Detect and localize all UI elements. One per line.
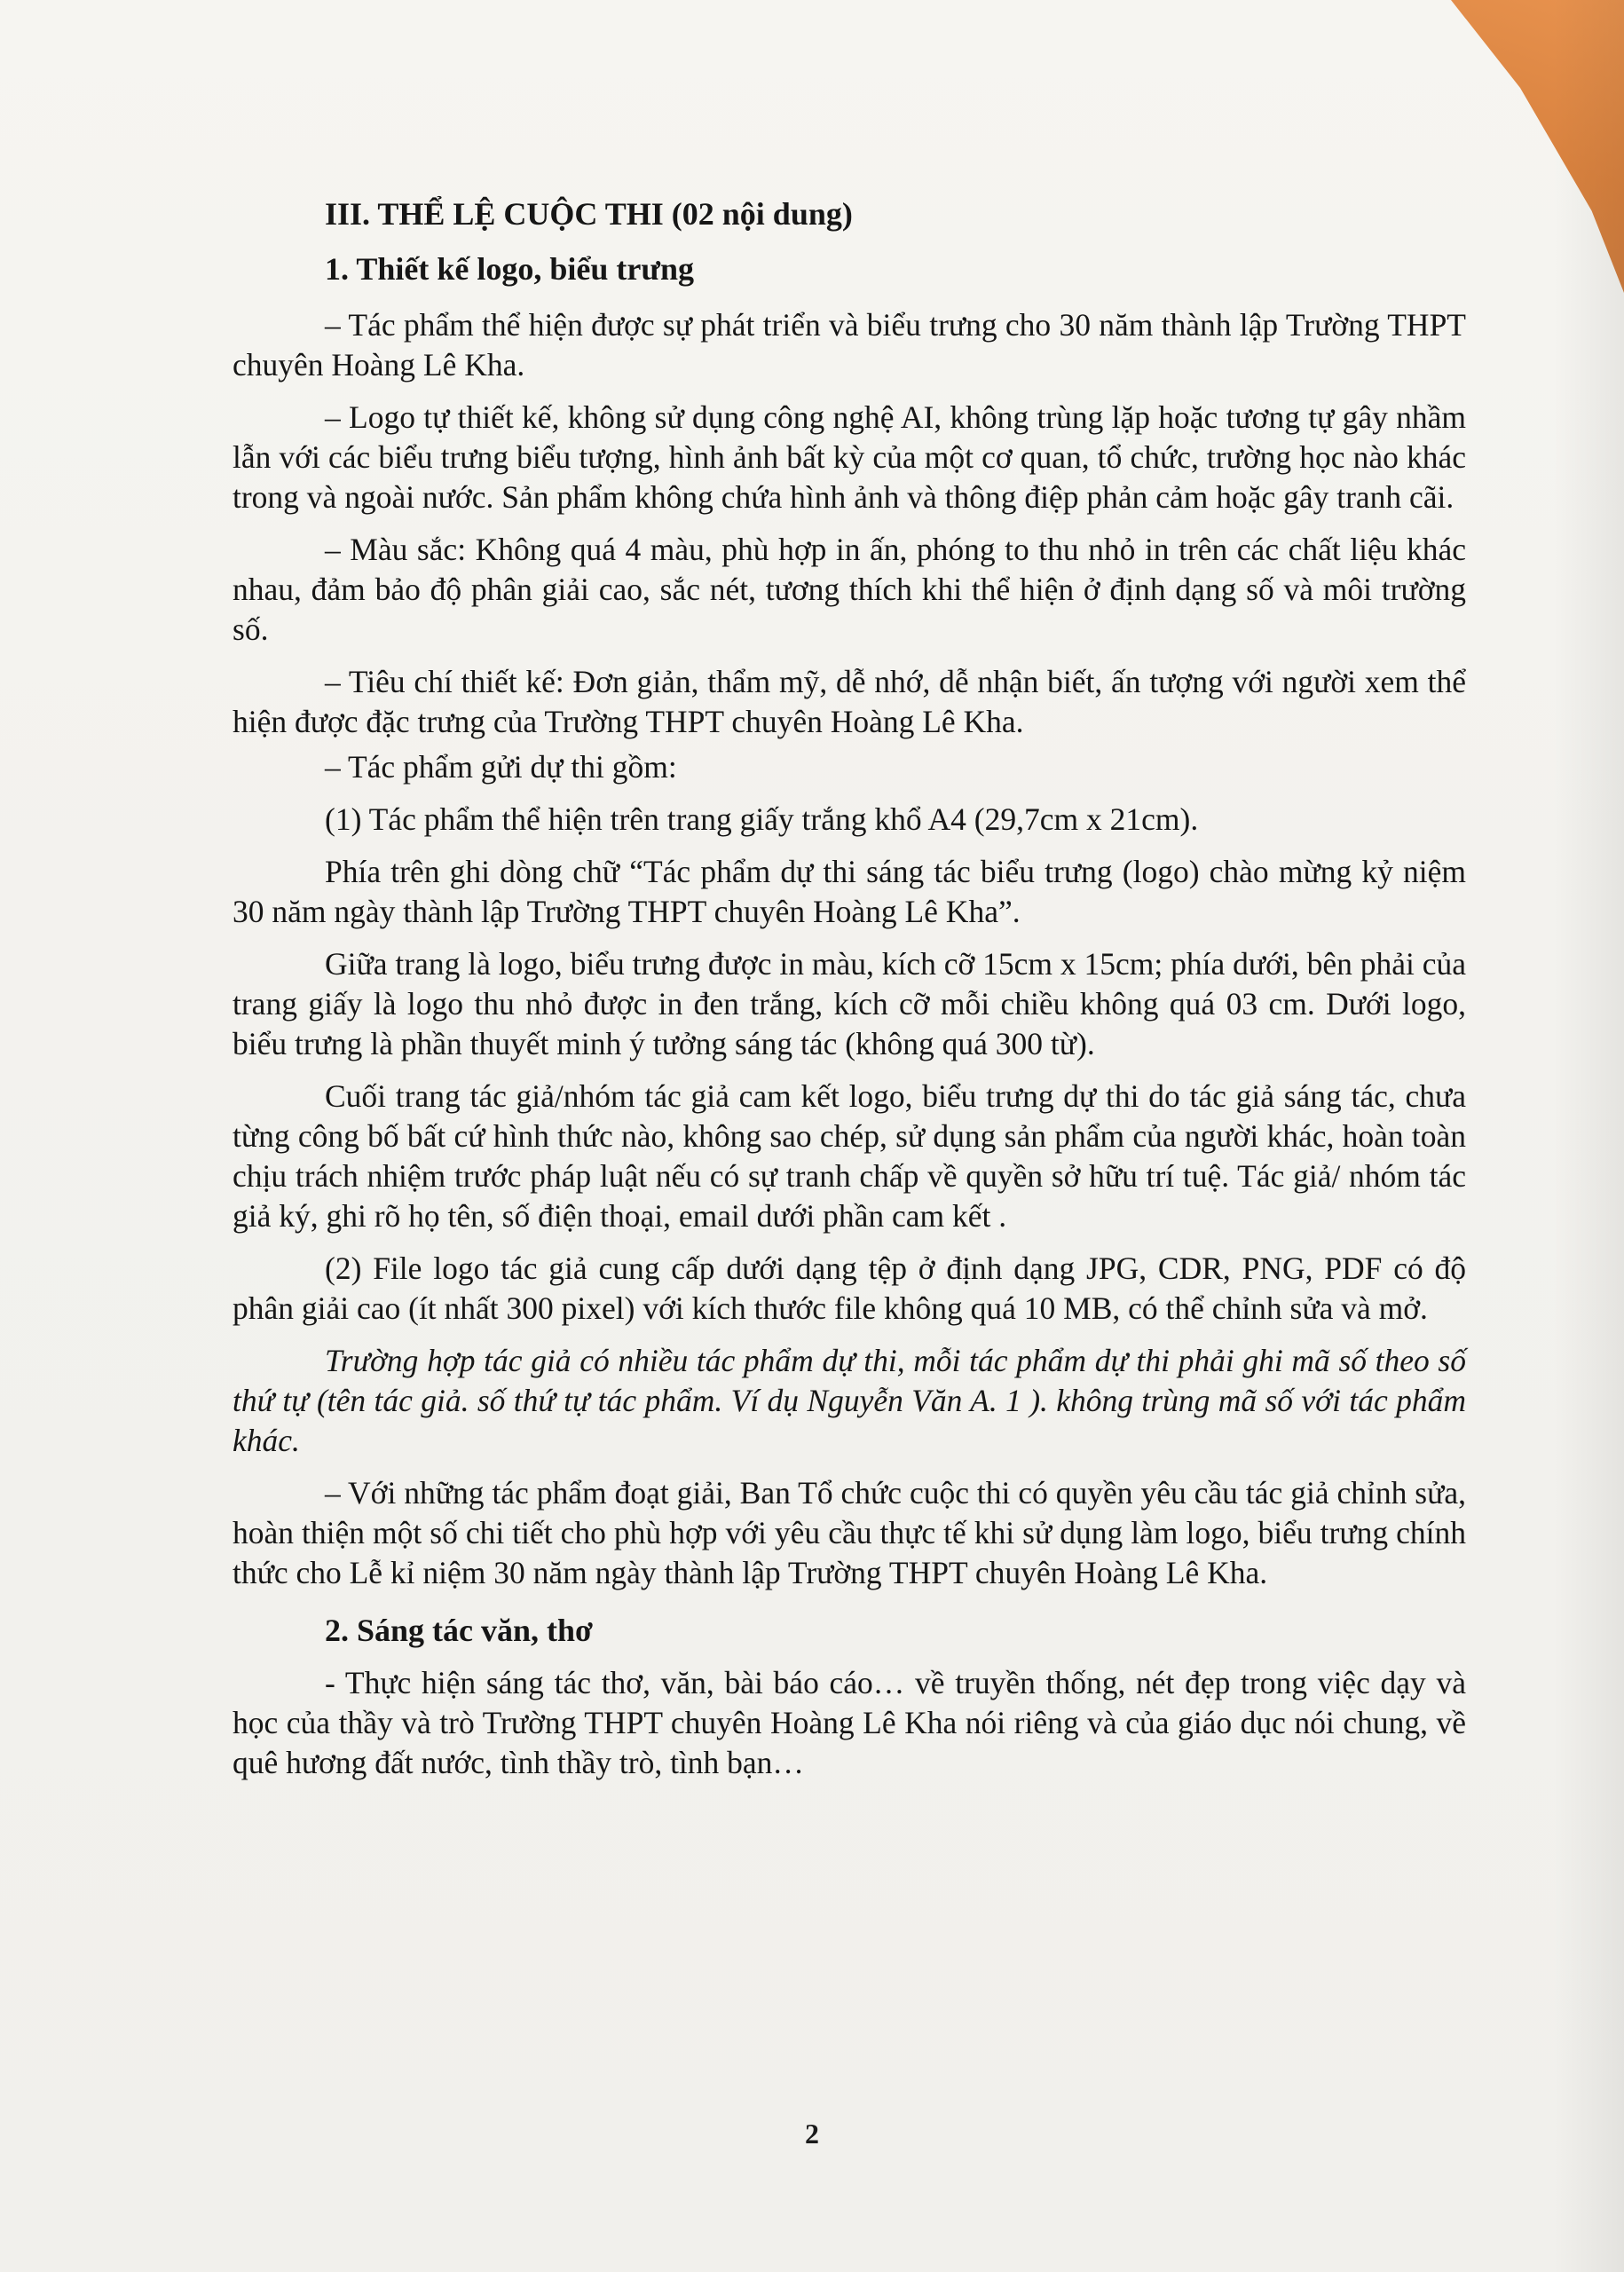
paragraph: – Tác phẩm thể hiện được sự phát triển và biểu trưng cho 30 năm thành lập Trường THPT chuyên Hoàng Lê Kha. [233, 307, 1466, 383]
paragraph: Cuối trang tác giả/nhóm tác giả cam kết logo, biểu trưng dự thi do tác giả sáng tác, chưa từng công bố bất cứ hình thức nào, không sao chép, sử dụng sản phẩm của người khác, hoàn toàn chịu trách nhiệm trước pháp luật nếu có sự tranh chấp về quyền sở hữu trí tuệ. Tác giả/ nhóm tác giả ký, ghi rõ họ tên, số điện thoại, email dưới phần cam kết . [233, 1078, 1466, 1234]
paragraph: (1) Tác phẩm thể hiện trên trang giấy trắng khổ A4 (29,7cm x 21cm). [325, 801, 1199, 837]
paragraph: – Tiêu chí thiết kế: Đơn giản, thẩm mỹ, dễ nhớ, dễ nhận biết, ấn tượng với người xem thể hiện được đặc trưng của Trường THPT chuyên Hoàng Lê Kha. [233, 664, 1466, 739]
paragraph: (2) File logo tác giả cung cấp dưới dạng tệp ở định dạng JPG, CDR, PNG, PDF có độ phân giải cao (ít nhất 300 pixel) với kích thước file không quá 10 MB, có thể chỉnh sửa và mở. [233, 1250, 1466, 1326]
paragraph: – Với những tác phẩm đoạt giải, Ban Tổ chức cuộc thi có quyền yêu cầu tác giả chỉnh sửa, hoàn thiện một số chi tiết cho phù hợp với yêu cầu thực tế khi sử dụng làm logo, biểu trưng chính thức cho Lễ kỉ niệm 30 năm ngày thành lập Trường THPT chuyên Hoàng Lê Kha. [233, 1475, 1466, 1590]
page-edge-shadow [1553, 0, 1624, 2272]
paragraph: - Thực hiện sáng tác thơ, văn, bài báo cáo… về truyền thống, nét đẹp trong việc dạy và học của thầy và trò Trường THPT chuyên Hoàng Lê Kha nói riêng và của giáo dục nói chung, về quê hương đất nước, tình thầy trò, tình bạn… [233, 1665, 1466, 1780]
page-number: 2 [805, 2118, 819, 2150]
subsection-heading-literature: 2. Sáng tác văn, thơ [325, 1613, 593, 1648]
paragraph-italic-note: Trường hợp tác giả có nhiều tác phẩm dự thi, mỗi tác phẩm dự thi phải ghi mã số theo số thứ tự (tên tác giả. số thứ tự tác phẩm. Ví dụ Nguyễn Văn A. 1 ). không trùng mã số với tác phẩm khác. [233, 1343, 1466, 1458]
paragraph: Phía trên ghi dòng chữ “Tác phẩm dự thi sáng tác biểu trưng (logo) chào mừng kỷ niệm 30 năm ngày thành lập Trường THPT chuyên Hoàng Lê Kha”. [233, 854, 1466, 929]
paragraph: Giữa trang là logo, biểu trưng được in màu, kích cỡ 15cm x 15cm; phía dưới, bên phải của trang giấy là logo thu nhỏ được in đen trắng, kích cỡ mỗi chiều không quá 03 cm. Dưới logo, biểu trưng là phần thuyết minh ý tưởng sáng tác (không quá 300 từ). [233, 946, 1466, 1061]
subsection-heading-logo: 1. Thiết kế logo, biểu trưng [325, 251, 694, 287]
section-heading: III. THỂ LỆ CUỘC THI (02 nội dung) [325, 196, 853, 232]
paragraph: – Màu sắc: Không quá 4 màu, phù hợp in ấn, phóng to thu nhỏ in trên các chất liệu khác nhau, đảm bảo độ phân giải cao, sắc nét, tương thích khi thể hiện ở định dạng số và môi trường số. [233, 532, 1466, 647]
document-body [233, 193, 1466, 1783]
paragraph: – Logo tự thiết kế, không sử dụng công nghệ AI, không trùng lặp hoặc tương tự gây nhầm lẫn với các biểu trưng biểu tượng, hình ảnh bất kỳ của một cơ quan, tổ chức, trường học nào khác trong và ngoài nước. Sản phẩm không chứa hình ảnh và thông điệp phản cảm hoặc gây tranh cãi. [233, 399, 1466, 515]
paragraph: – Tác phẩm gửi dự thi gồm: [325, 749, 677, 785]
